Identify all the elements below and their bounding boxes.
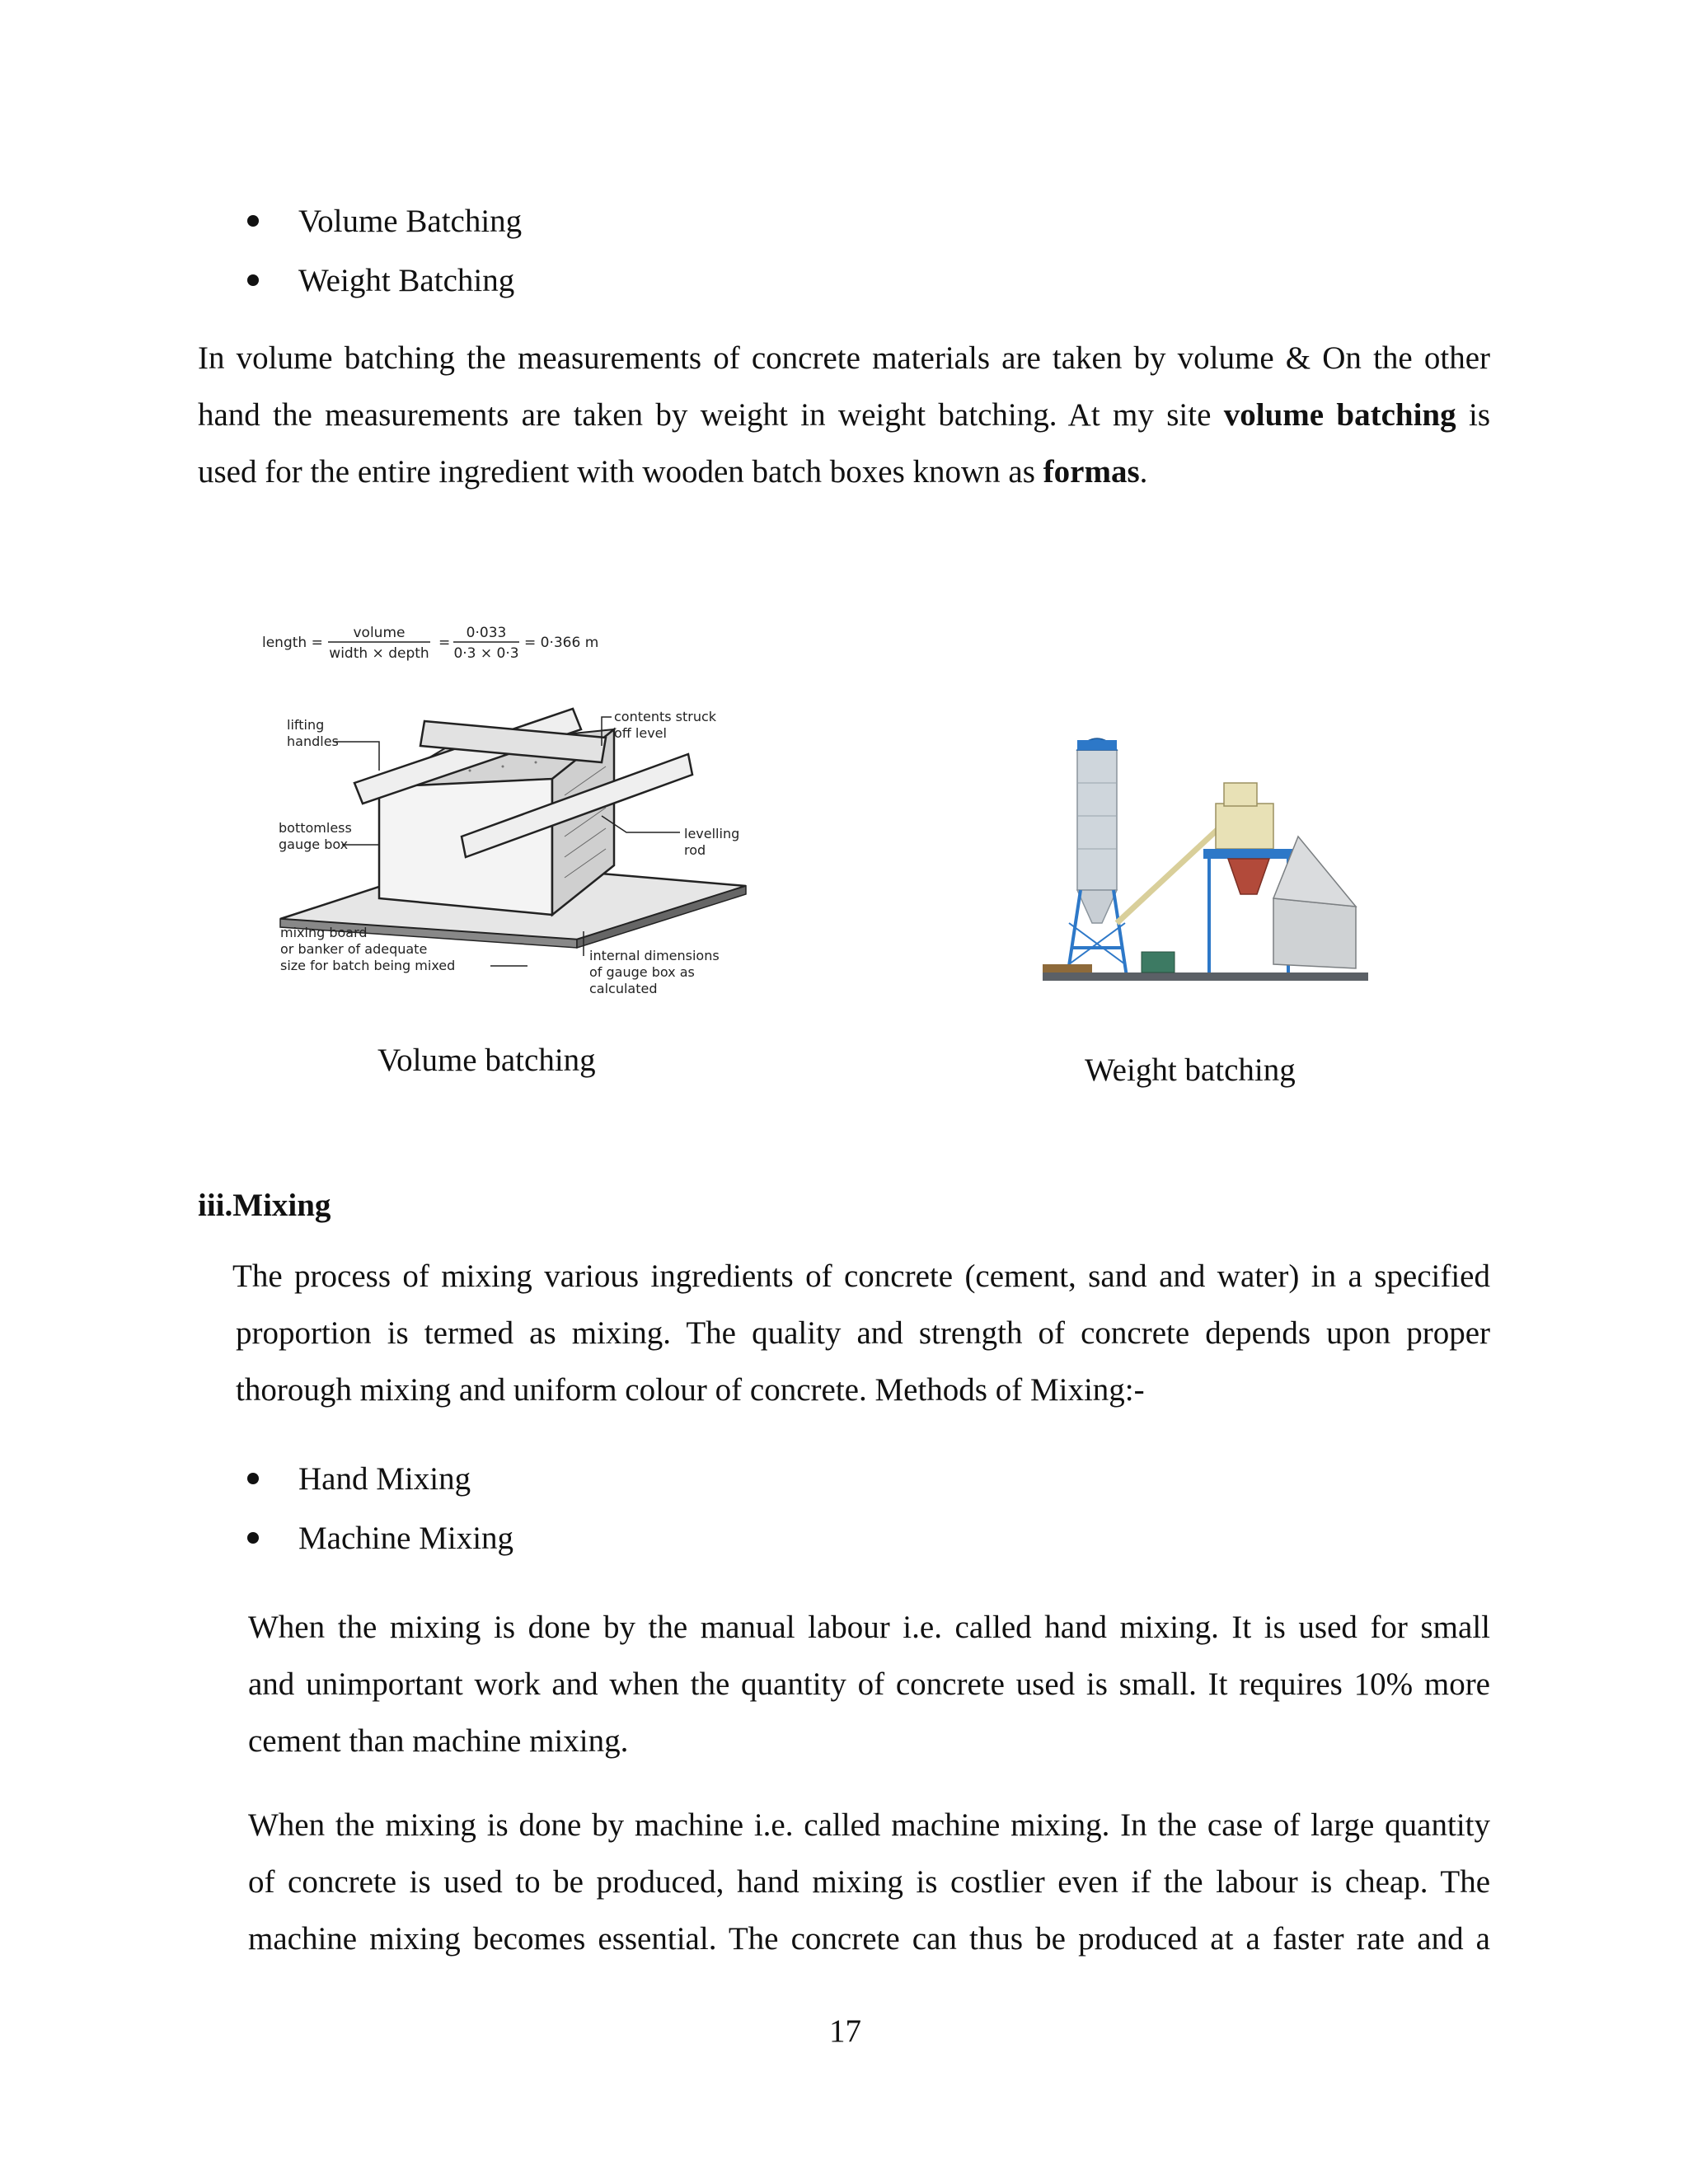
paragraph-line: In volume batching the measurements of concrete materials are taken by volume & On the other	[198, 340, 1490, 376]
label-internal-dimensions: internal dimensions	[589, 948, 720, 963]
screw-conveyor-shape	[1117, 816, 1232, 923]
svg-text:off level: off level	[614, 725, 667, 741]
aggregate-bin-shape	[1273, 898, 1356, 968]
svg-text:or banker of adequate: or banker of adequate	[280, 941, 428, 957]
paragraph-line: When the mixing is done by the manual labour i.e. called hand mixing. It is used for small	[248, 1610, 1490, 1645]
svg-text:size for batch being mixed: size for batch being mixed	[280, 958, 456, 973]
svg-text:calculated: calculated	[589, 981, 658, 996]
paragraph-line: thorough mixing and uniform colour of concrete. Methods of Mixing:-	[236, 1372, 1145, 1408]
gauge-box-diagram	[256, 614, 767, 1010]
svg-text:rod: rod	[684, 842, 706, 858]
silo-shape	[1077, 750, 1117, 890]
svg-text:of gauge box as: of gauge box as	[589, 964, 695, 980]
list-item: Volume Batching	[298, 204, 523, 239]
list-item: Weight Batching	[298, 263, 515, 298]
paragraph-line: proportion is termed as mixing. The quality and strength of concrete depends upon proper	[236, 1315, 1490, 1351]
formula-denominator: width × depth	[329, 645, 429, 662]
bold-term: formas	[1043, 454, 1140, 490]
batching-plant-image	[1026, 717, 1372, 997]
label-mixing-board: mixing board	[280, 925, 368, 940]
paragraph-line: machine mixing becomes essential. The concrete can thus be produced at a faster rate and a	[248, 1921, 1490, 1957]
svg-text:gauge box: gauge box	[279, 837, 349, 852]
page-number: 17	[829, 2013, 861, 2049]
formula-numerator: 0·033	[466, 625, 507, 641]
paragraph-line: of concrete is used to be produced, hand mixing is costlier even if the labour is cheap. The	[248, 1864, 1490, 1900]
bullet-icon	[247, 1473, 259, 1484]
label-bottomless-gauge-box: bottomless	[279, 820, 352, 836]
svg-text:handles: handles	[287, 733, 339, 749]
list-item: Machine Mixing	[298, 1521, 514, 1556]
paragraph-line: hand the measurements are taken by weight in weight batching. At my site volume batching is	[198, 397, 1490, 433]
paragraph-line: When the mixing is done by machine i.e. called machine mixing. In the case of large quantity	[248, 1807, 1490, 1843]
formula-numerator: volume	[353, 625, 406, 641]
list-item: Hand Mixing	[298, 1461, 471, 1497]
label-lifting-handles: lifting	[287, 717, 325, 733]
formula-result: = 0·366 m	[524, 635, 599, 651]
bold-term: volume batching	[1223, 397, 1456, 433]
figure-caption-weight: Weight batching	[1085, 1052, 1296, 1088]
bullet-icon	[247, 1532, 259, 1544]
paragraph-line: The process of mixing various ingredients of concrete (cement, sand and water) in a specified	[232, 1258, 1490, 1294]
mixer-unit-shape	[1216, 804, 1273, 849]
paragraph-line: used for the entire ingredient with wooden batch boxes known as formas.	[198, 454, 1148, 490]
formula-denominator: 0·3 × 0·3	[453, 645, 519, 662]
formula-equals: =	[438, 635, 451, 651]
figure-caption-volume: Volume batching	[377, 1043, 596, 1078]
section-heading: iii.Mixing	[198, 1188, 331, 1223]
label-contents-struck: contents struck	[614, 709, 717, 724]
paragraph-line: and unimportant work and when the quantity of concrete used is small. It requires 10% more	[248, 1666, 1490, 1702]
label-levelling-rod: levelling	[684, 826, 740, 841]
formula-lhs: length =	[262, 635, 323, 651]
bullet-icon	[247, 215, 259, 227]
bullet-icon	[247, 274, 259, 286]
paragraph-line: cement than machine mixing.	[248, 1723, 629, 1759]
